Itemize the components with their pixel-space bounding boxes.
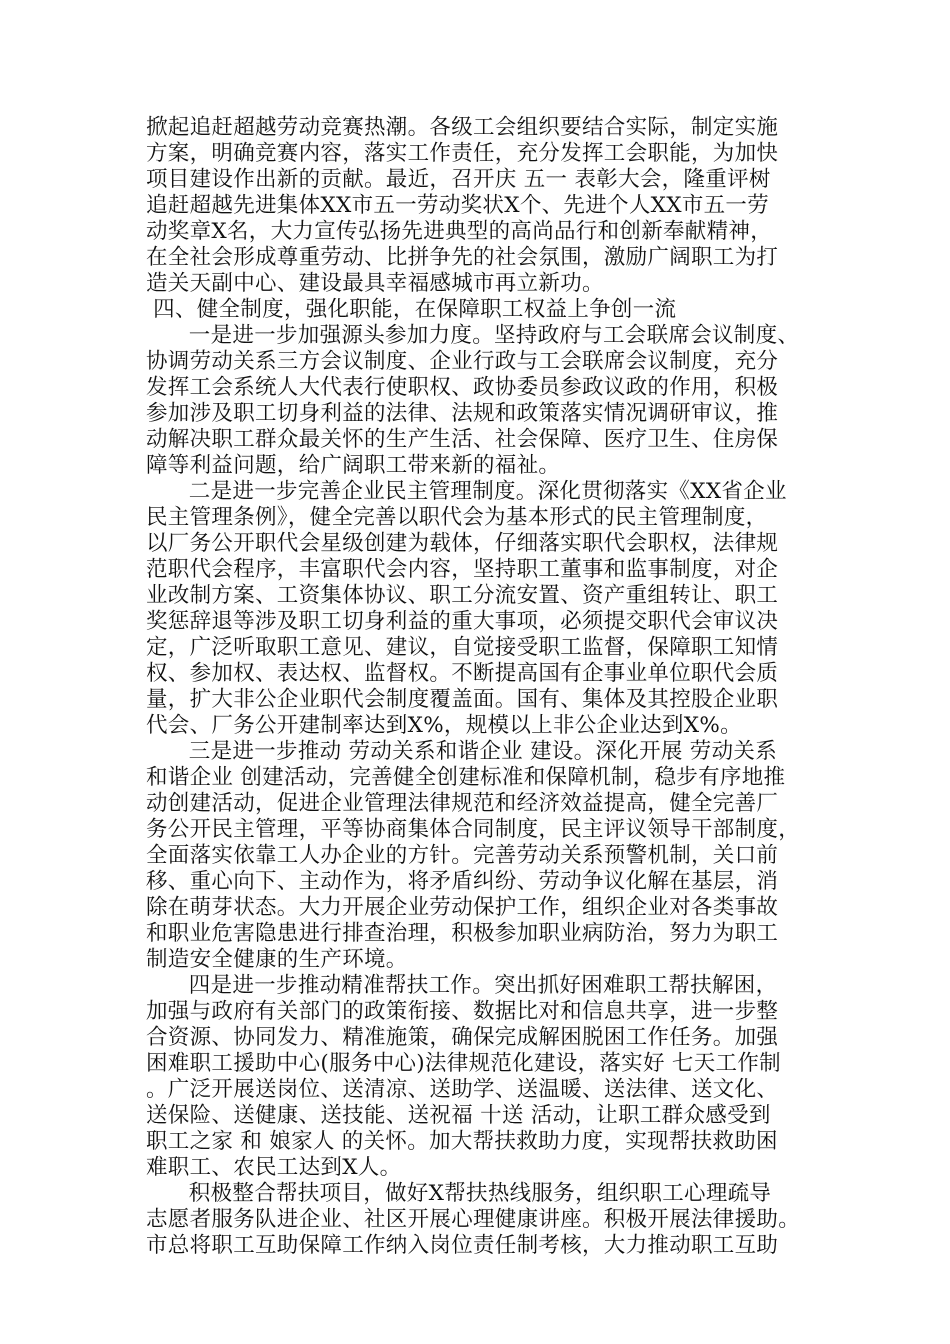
text-line: 量，扩大非公企业职代会制度覆盖面。国有、集体及其控股企业职 xyxy=(146,687,779,712)
text-line: 参加涉及职工切身利益的法律、法规和政策落实情况调研审议，推 xyxy=(146,401,779,426)
text-line: 市总将职工互助保障工作纳入岗位责任制考核，大力推动职工互助 xyxy=(146,1233,779,1258)
text-line: 志愿者服务队进企业、社区开展心理健康讲座。积极开展法律援助。 xyxy=(146,1207,801,1232)
text-line: 权、参加权、表达权、监督权。不断提高国有企事业单位职代会质 xyxy=(146,661,779,686)
text-line: 造关天副中心、建设最具幸福感城市再立新功。 xyxy=(146,271,604,296)
text-line: 一是进一步加强源头参加力度。坚持政府与工会联席会议制度、 xyxy=(146,323,800,348)
text-line: 全面落实依靠工人办企业的方针。完善劳动关系预警机制，关口前 xyxy=(146,843,779,868)
text-line: 积极整合帮扶项目，做好X帮扶热线服务，组织职工心理疏导 xyxy=(146,1181,772,1206)
text-line: 项目建设作出新的贡献。最近，召开庆 五一 表彰大会，隆重评树 xyxy=(146,167,771,192)
text-line: 奖惩辞退等涉及职工切身利益的重大事项，必须提交职代会审议决 xyxy=(146,609,779,634)
text-line: 以厂务公开职代会星级创建为载体，仔细落实职代会职权，法律规 xyxy=(146,531,779,556)
text-line: 难职工、农民工达到X人。 xyxy=(146,1155,402,1180)
text-line: 加强与政府有关部门的政策衔接、数据比对和信息共享，进一步整 xyxy=(146,999,779,1024)
text-line: 动奖章X名，大力宣传弘扬先进典型的高尚品行和创新奉献精神， xyxy=(146,219,773,244)
text-line: 发挥工会系统人大代表行使职权、政协委员参政议政的作用，积极 xyxy=(146,375,779,400)
text-line: 合资源、协同发力、精准施策，确保完成解困脱困工作任务。加强 xyxy=(146,1025,779,1050)
text-line: 协调劳动关系三方会议制度、企业行政与工会联席会议制度，充分 xyxy=(146,349,779,374)
text-line: 在全社会形成尊重劳动、比拼争先的社会氛围，激励广阔职工为打 xyxy=(146,245,779,270)
text-line: 掀起追赶超越劳动竞赛热潮。各级工会组织要结合实际，制定实施 xyxy=(146,115,779,140)
text-line: 范职代会程序，丰富职代会内容，坚持职工董事和监事制度，对企 xyxy=(146,557,779,582)
text-line: 三是进一步推动 劳动关系和谐企业 建设。深化开展 劳动关系 xyxy=(146,739,778,764)
text-line: 四是进一步推动精准帮扶工作。突出抓好困难职工帮扶解困， xyxy=(146,973,778,998)
text-line: 动解决职工群众最关怀的生产生活、社会保障、医疗卫生、住房保 xyxy=(146,427,779,452)
text-line: 障等利益问题，给广阔职工带来新的福祉。 xyxy=(146,453,561,478)
text-line: 务公开民主管理，平等协商集体合同制度，民主评议领导干部制度， xyxy=(146,817,801,842)
text-line: 方案，明确竞赛内容，落实工作责任，充分发挥工会职能，为加快 xyxy=(146,141,779,166)
text-line: 送保险、送健康、送技能、送祝福 十送 活动，让职工群众感受到 xyxy=(146,1103,771,1128)
section-heading: 四、健全制度，强化职能，在保障职工权益上争创一流 xyxy=(146,297,677,322)
text-line: 业改制方案、工资集体协议、职工分流安置、资产重组转让、职工 xyxy=(146,583,779,608)
text-line: 制造安全健康的生产环境。 xyxy=(146,947,408,972)
text-line: 移、重心向下、主动作为，将矛盾纠纷、劳动争议化解在基层，消 xyxy=(146,869,779,894)
text-line: 除在萌芽状态。大力开展企业劳动保护工作，组织企业对各类事故 xyxy=(146,895,779,920)
text-line: 职工之家 和 娘家人 的关怀。加大帮扶救助力度，实现帮扶救助困 xyxy=(146,1129,778,1154)
text-line: 动创建活动，促进企业管理法律规范和经济效益提高，健全完善厂 xyxy=(146,791,779,816)
text-line: 民主管理条例》，健全完善以职代会为基本形式的民主管理制度， xyxy=(146,505,768,530)
text-line: 。广泛开展送岗位、送清凉、送助学、送温暖、送法律、送文化、 xyxy=(146,1077,779,1102)
text-line: 和谐企业 创建活动，完善健全创建标准和保障机制，稳步有序地推 xyxy=(146,765,786,790)
text-line: 和职业危害隐患进行排查治理，积极参加职业病防治，努力为职工 xyxy=(146,921,779,946)
text-line: 追赶超越先进集体XX市五一劳动奖状X个、先进个人XX市五一劳 xyxy=(146,193,770,218)
text-line: 代会、厂务公开建制率达到X%，规模以上非公企业达到X%。 xyxy=(146,713,742,738)
text-line: 二是进一步完善企业民主管理制度。深化贯彻落实《XX省企业 xyxy=(146,479,787,504)
text-line: 定，广泛听取职工意见、建议，自觉接受职工监督，保障职工知情 xyxy=(146,635,779,660)
text-line: 困难职工援助中心(服务中心)法律规范化建设，落实好 七天工作制 xyxy=(146,1051,781,1076)
